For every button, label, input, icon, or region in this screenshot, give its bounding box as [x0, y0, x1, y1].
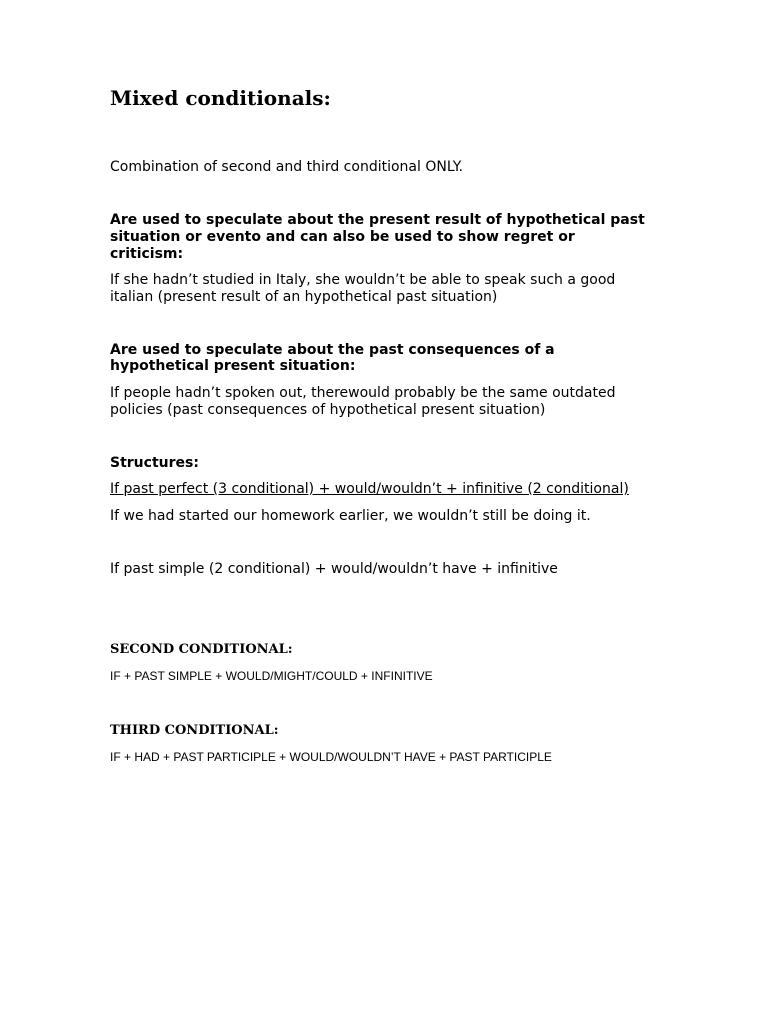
- second-conditional-formula: IF + PAST SIMPLE + WOULD/MIGHT/COULD + INFINITIVE: [110, 669, 433, 683]
- section1-example-line2: italian (present result of an hypothetical past situation): [110, 289, 498, 305]
- structure1-example: If we had started our homework earlier, we wouldn’t still be doing it.: [110, 508, 591, 524]
- section1-heading-line2: situation or evento and can also be used to show regret or: [110, 229, 575, 245]
- second-conditional-heading: SECOND CONDITIONAL:: [110, 642, 293, 657]
- section1-example-line1: If she hadn’t studied in Italy, she wouldn’t be able to speak such a good: [110, 272, 616, 288]
- intro-text: Combination of second and third conditional ONLY.: [110, 159, 463, 175]
- structure2-text: If past simple (2 conditional) + would/wouldn’t have + infinitive: [110, 561, 558, 577]
- page-title: Mixed conditionals:: [110, 86, 331, 110]
- section2-heading-line1: Are used to speculate about the past consequences of a: [110, 342, 555, 358]
- section1-heading-line1: Are used to speculate about the present result of hypothetical past: [110, 212, 645, 228]
- third-conditional-formula: IF + HAD + PAST PARTICIPLE + WOULD/WOULDN’T HAVE + PAST PARTICIPLE: [110, 750, 552, 764]
- structures-heading: Structures:: [110, 455, 199, 471]
- third-conditional-heading: THIRD CONDITIONAL:: [110, 723, 279, 738]
- section2-example-line1: If people hadn’t spoken out, therewould probably be the same outdated: [110, 385, 616, 401]
- structure1-text: If past perfect (3 conditional) + would/wouldn’t + infinitive (2 conditional): [110, 481, 629, 497]
- section2-example-line2: policies (past consequences of hypothetical present situation): [110, 402, 546, 418]
- section2-heading-line2: hypothetical present situation:: [110, 358, 356, 374]
- section1-heading-line3: criticism:: [110, 246, 184, 262]
